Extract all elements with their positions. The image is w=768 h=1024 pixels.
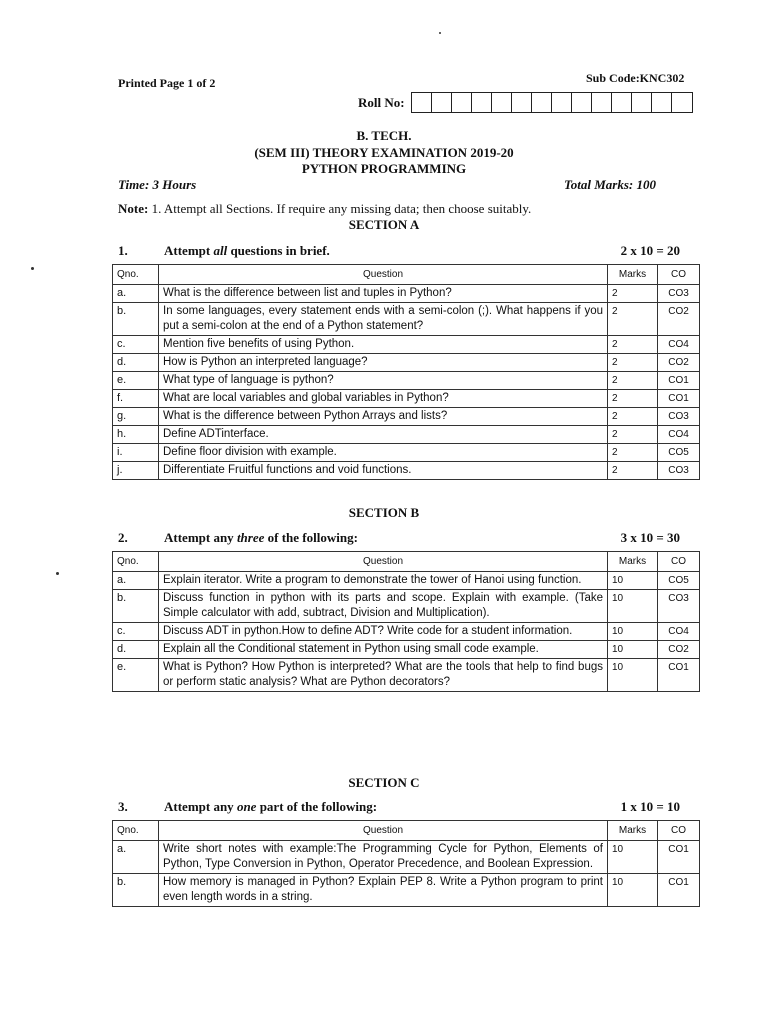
section-c-table xyxy=(112,820,700,907)
question-row xyxy=(113,623,700,641)
question-marks: 2 xyxy=(608,372,658,390)
marks-header: Marks xyxy=(608,265,658,285)
question-number: a. xyxy=(113,572,159,590)
question-text: How memory is managed in Python? Explain PEP 8. Write a Python program to print even length words in a string. xyxy=(159,874,608,907)
roll-number-box xyxy=(512,93,532,112)
instruction-emphasis: all xyxy=(213,243,228,258)
section-c-number: 3. xyxy=(118,799,128,814)
roll-number-box xyxy=(452,93,472,112)
question-marks: 2 xyxy=(608,390,658,408)
course-outcome: CO3 xyxy=(658,590,700,623)
course-outcome: CO2 xyxy=(658,303,700,336)
section-b-number: 2. xyxy=(118,530,128,545)
question-number: b. xyxy=(113,874,159,907)
roll-number-box xyxy=(432,93,452,112)
note-text: 1. Attempt all Sections. If require any missing data; then choose suitably. xyxy=(151,201,532,216)
question-row xyxy=(113,426,700,444)
question-header: Question xyxy=(159,552,608,572)
course-outcome: CO1 xyxy=(658,659,700,692)
scan-speck xyxy=(439,32,441,34)
instruction-post: of the following: xyxy=(264,530,358,545)
question-row xyxy=(113,641,700,659)
question-number: i. xyxy=(113,444,159,462)
roll-no-label: Roll No: xyxy=(358,94,405,110)
roll-number-box xyxy=(632,93,652,112)
instruction-emphasis: one xyxy=(236,799,257,814)
course-outcome: CO1 xyxy=(658,874,700,907)
roll-number-box xyxy=(572,93,592,112)
question-row xyxy=(113,285,700,303)
roll-number-boxes xyxy=(411,92,693,113)
total-marks-label: Total Marks: 100 xyxy=(564,177,656,192)
printed-page-label: Printed Page 1 of 2 xyxy=(118,76,216,90)
question-marks: 10 xyxy=(608,874,658,907)
roll-number-box xyxy=(532,93,552,112)
question-text: Explain all the Conditional statement in Python using small code example. xyxy=(159,641,608,659)
question-number: c. xyxy=(113,623,159,641)
question-text: What type of language is python? xyxy=(159,372,608,390)
roll-number-row xyxy=(358,92,693,113)
time-label: Time: 3 Hours xyxy=(118,177,197,192)
course-outcome: CO1 xyxy=(658,372,700,390)
question-number: d. xyxy=(113,354,159,372)
sub-code-label: Sub Code:KNC302 xyxy=(586,71,685,85)
marks-header: Marks xyxy=(608,552,658,572)
course-outcome: CO4 xyxy=(658,336,700,354)
question-row xyxy=(113,408,700,426)
question-row xyxy=(113,390,700,408)
question-marks: 10 xyxy=(608,623,658,641)
question-number: e. xyxy=(113,372,159,390)
course-outcome: CO5 xyxy=(658,572,700,590)
question-text: Explain iterator. Write a program to demonstrate the tower of Hanoi using function. xyxy=(159,572,608,590)
question-text: Mention five benefits of using Python. xyxy=(159,336,608,354)
roll-number-box xyxy=(472,93,492,112)
course-outcome: CO2 xyxy=(658,354,700,372)
instruction-pre: Attempt any xyxy=(164,530,237,545)
instruction-emphasis: three xyxy=(236,530,265,545)
instruction-post: questions in brief. xyxy=(227,243,330,258)
course-outcome: CO2 xyxy=(658,641,700,659)
note-label: Note: xyxy=(118,201,149,216)
note xyxy=(118,201,531,217)
question-text: Define floor division with example. xyxy=(159,444,608,462)
question-marks: 2 xyxy=(608,426,658,444)
course-outcome: CO1 xyxy=(658,841,700,874)
question-number: a. xyxy=(113,285,159,303)
question-number: b. xyxy=(113,590,159,623)
roll-number-box xyxy=(612,93,632,112)
course-outcome: CO3 xyxy=(658,285,700,303)
question-number: j. xyxy=(113,462,159,480)
question-header: Question xyxy=(159,265,608,285)
course-outcome: CO4 xyxy=(658,426,700,444)
question-marks: 2 xyxy=(608,285,658,303)
instruction-post: part of the following: xyxy=(256,799,378,814)
question-number: h. xyxy=(113,426,159,444)
question-text: In some languages, every statement ends with a semi-colon (;). What happens if you put a semi-colon at the end of a Python statement? xyxy=(159,303,608,336)
question-number: f. xyxy=(113,390,159,408)
question-number: a. xyxy=(113,841,159,874)
question-row xyxy=(113,372,700,390)
co-header: CO xyxy=(658,821,700,841)
course-outcome: CO4 xyxy=(658,623,700,641)
question-marks: 10 xyxy=(608,641,658,659)
question-text: Discuss ADT in python.How to define ADT? Write code for a student information. xyxy=(159,623,608,641)
section-a-number: 1. xyxy=(118,243,128,258)
instruction-pre: Attempt xyxy=(164,243,214,258)
question-row xyxy=(113,841,700,874)
section-b-table xyxy=(112,551,700,692)
question-marks: 2 xyxy=(608,354,658,372)
section-c-instruction-text xyxy=(164,799,377,815)
course-outcome: CO3 xyxy=(658,462,700,480)
section-a-instruction-text xyxy=(164,243,330,259)
roll-number-box xyxy=(652,93,672,112)
roll-number-box xyxy=(672,93,692,112)
question-text: Discuss function in python with its parts and scope. Explain with example. (Take Simple calculator with add, subtract, Division and Multiplication). xyxy=(159,590,608,623)
question-marks: 10 xyxy=(608,841,658,874)
table-header-row xyxy=(113,265,700,285)
subject-title: PYTHON PROGRAMMING xyxy=(301,161,467,176)
question-marks: 2 xyxy=(608,336,658,354)
question-row xyxy=(113,444,700,462)
question-header: Question xyxy=(159,821,608,841)
qno-header: Qno. xyxy=(113,552,159,572)
roll-number-box xyxy=(492,93,512,112)
question-number: d. xyxy=(113,641,159,659)
question-marks: 10 xyxy=(608,590,658,623)
qno-header: Qno. xyxy=(113,821,159,841)
course-outcome: CO3 xyxy=(658,408,700,426)
course-outcome: CO1 xyxy=(658,390,700,408)
question-marks: 2 xyxy=(608,303,658,336)
question-row xyxy=(113,336,700,354)
question-marks: 2 xyxy=(608,462,658,480)
question-text: Differentiate Fruitful functions and void functions. xyxy=(159,462,608,480)
question-text: What is the difference between list and tuples in Python? xyxy=(159,285,608,303)
co-header: CO xyxy=(658,552,700,572)
exam-title: (SEM III) THEORY EXAMINATION 2019-20 xyxy=(254,145,514,160)
question-marks: 10 xyxy=(608,659,658,692)
qno-header: Qno. xyxy=(113,265,159,285)
question-marks: 2 xyxy=(608,444,658,462)
section-c-title: SECTION C xyxy=(348,775,420,790)
degree-title: B. TECH. xyxy=(356,128,412,143)
section-b-title: SECTION B xyxy=(348,505,420,520)
roll-number-box xyxy=(592,93,612,112)
section-a-marks: 2 x 10 = 20 xyxy=(620,243,680,258)
question-marks: 2 xyxy=(608,408,658,426)
scan-speck xyxy=(31,267,34,270)
question-text: What are local variables and global variables in Python? xyxy=(159,390,608,408)
question-text: What is the difference between Python Arrays and lists? xyxy=(159,408,608,426)
section-b-instruction-text xyxy=(164,530,358,546)
section-c-marks: 1 x 10 = 10 xyxy=(620,799,680,814)
question-row xyxy=(113,303,700,336)
question-row xyxy=(113,572,700,590)
question-row xyxy=(113,590,700,623)
question-number: c. xyxy=(113,336,159,354)
section-a-title: SECTION A xyxy=(348,217,420,232)
co-header: CO xyxy=(658,265,700,285)
question-number: e. xyxy=(113,659,159,692)
question-row xyxy=(113,462,700,480)
question-text: Define ADTinterface. xyxy=(159,426,608,444)
table-header-row xyxy=(113,821,700,841)
course-outcome: CO5 xyxy=(658,444,700,462)
question-text: What is Python? How Python is interpreted? What are the tools that help to find bugs or perform static analysis? What are Python decorators? xyxy=(159,659,608,692)
question-text: How is Python an interpreted language? xyxy=(159,354,608,372)
roll-number-box xyxy=(412,93,432,112)
question-text: Write short notes with example:The Programming Cycle for Python, Elements of Python, Type Conversion in Python, Operator Precedence, and Boolean Expression. xyxy=(159,841,608,874)
section-b-marks: 3 x 10 = 30 xyxy=(620,530,680,545)
question-row xyxy=(113,659,700,692)
question-row xyxy=(113,354,700,372)
instruction-pre: Attempt any xyxy=(164,799,237,814)
scan-speck xyxy=(56,572,59,575)
question-number: g. xyxy=(113,408,159,426)
section-a-table xyxy=(112,264,700,480)
marks-header: Marks xyxy=(608,821,658,841)
question-marks: 10 xyxy=(608,572,658,590)
question-number: b. xyxy=(113,303,159,336)
question-row xyxy=(113,874,700,907)
table-header-row xyxy=(113,552,700,572)
roll-number-box xyxy=(552,93,572,112)
